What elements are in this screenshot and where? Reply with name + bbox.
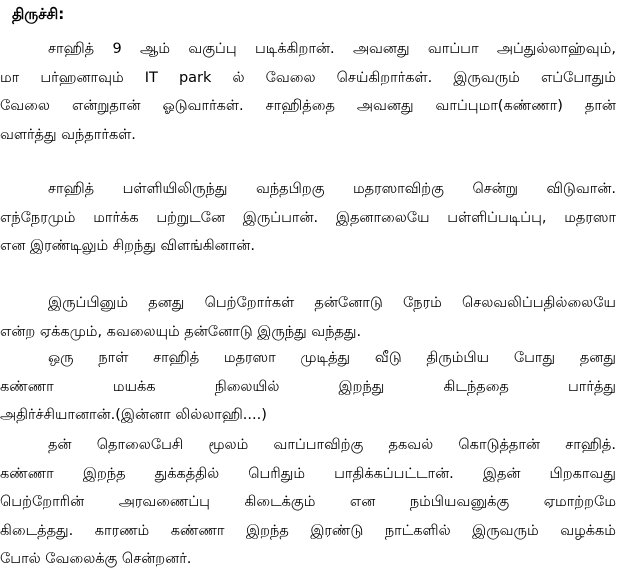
text-line: அதிர்ச்சியானான்.(இன்னா லில்லாஹி....) bbox=[0, 407, 267, 423]
word: தனது bbox=[148, 295, 185, 311]
word: மா bbox=[0, 70, 20, 86]
word: திரும்பிய bbox=[426, 350, 490, 366]
word: இதனாலையே bbox=[335, 210, 430, 226]
word: பற்றுடனே bbox=[156, 210, 226, 226]
text-line: என்ற ஏக்கமும், கவலையும் தன்னோடு இருந்து வந்தது. bbox=[0, 324, 362, 340]
word: சாஹித் bbox=[48, 181, 95, 197]
word: அவனது bbox=[356, 98, 414, 114]
word: வீடு bbox=[374, 350, 402, 366]
word: என bbox=[349, 494, 376, 510]
word: தொலைபேசி bbox=[96, 437, 184, 453]
text-line bbox=[0, 461, 628, 487]
word: நாட்களில் bbox=[384, 523, 451, 539]
word: வாப்பாவிற்கு bbox=[273, 437, 364, 453]
word: IT bbox=[144, 70, 158, 86]
word: அரவணைப்பு bbox=[118, 494, 210, 510]
word: நாள் bbox=[98, 350, 129, 366]
word: இறந்த bbox=[82, 466, 126, 482]
word: கிடைக்கும் bbox=[244, 494, 316, 510]
text-line bbox=[0, 65, 628, 91]
text-line bbox=[0, 205, 628, 231]
word: எப்போதும் bbox=[540, 70, 616, 86]
word: ஓடுவார்கள். bbox=[162, 98, 244, 114]
word: இரண்டு bbox=[310, 523, 364, 539]
word: நேரம் bbox=[402, 295, 442, 311]
word: தான் bbox=[584, 98, 616, 114]
text-line bbox=[0, 489, 628, 515]
word: கண்ணா bbox=[0, 466, 54, 482]
word: தனது bbox=[579, 350, 616, 366]
word: சென்று bbox=[472, 181, 518, 197]
text-line bbox=[0, 176, 628, 202]
word: வாப்பா bbox=[427, 41, 479, 57]
word: தன்னோடு bbox=[314, 295, 383, 311]
word: வகுப்பு bbox=[188, 41, 237, 57]
word: வேலை bbox=[0, 98, 50, 114]
word: படிக்கிறான். bbox=[254, 41, 335, 57]
word: பிறகாவது bbox=[549, 466, 616, 482]
text-line bbox=[0, 93, 628, 119]
word: சாஹித் bbox=[153, 350, 200, 366]
word: வேலை bbox=[265, 70, 316, 86]
word: சாஹித்தை bbox=[265, 98, 335, 114]
word: கிடைத்தது. bbox=[0, 523, 74, 539]
word: துக்கத்தில் bbox=[154, 466, 220, 482]
text-line: வளர்த்து வந்தார்கள். bbox=[0, 127, 136, 143]
word: இருப்பான். bbox=[242, 210, 319, 226]
word: என்றுதான் bbox=[71, 98, 141, 114]
word: காரணம் bbox=[94, 523, 150, 539]
word: முடித்து bbox=[300, 350, 351, 366]
word: சாஹித் bbox=[48, 41, 95, 57]
word: விடுவான். bbox=[546, 181, 616, 197]
word: மதரஸாவிற்கு bbox=[353, 181, 444, 197]
text-line: என இரண்டிலும் சிறந்து விளங்கினான். bbox=[0, 238, 255, 254]
word: போது bbox=[513, 350, 556, 366]
word: சாஹித். bbox=[565, 437, 616, 453]
word: மூலம் bbox=[208, 437, 249, 453]
word: ஆம் bbox=[140, 41, 171, 57]
word: நிலையில் bbox=[214, 379, 280, 395]
text-line: போல் வேலைக்கு சென்றனர். bbox=[0, 551, 192, 567]
word: எந்நேரமும் bbox=[0, 210, 76, 226]
word: இறந்து bbox=[338, 379, 385, 395]
word: செய்கிறார்கள். bbox=[336, 70, 433, 86]
word: ஏமாற்றமே bbox=[543, 494, 616, 510]
word: மயக்க bbox=[112, 379, 156, 395]
word: மார்க்க bbox=[93, 210, 139, 226]
word: பர்ஹனாவும் bbox=[40, 70, 124, 86]
word: park bbox=[178, 70, 212, 86]
text-line bbox=[0, 290, 628, 316]
word: இருப்பினும் bbox=[48, 295, 129, 311]
word: மதரஸா bbox=[564, 210, 616, 226]
word: தகவல் bbox=[388, 437, 434, 453]
text-line bbox=[0, 518, 628, 544]
word: அப்துல்லாஹ்வும், bbox=[496, 41, 616, 57]
text-line bbox=[0, 374, 628, 400]
word: ல் bbox=[232, 70, 245, 86]
word: பள்ளிப்படிப்பு, bbox=[447, 210, 547, 226]
word: பாதிக்கப்பட்டான். bbox=[334, 466, 454, 482]
word: கண்ணா bbox=[0, 379, 54, 395]
word: தன் bbox=[48, 437, 72, 453]
word: வந்தபிறகு bbox=[255, 181, 325, 197]
text-line bbox=[0, 36, 628, 62]
document-heading: திருச்சி: bbox=[12, 5, 65, 23]
word: வாப்புமா(கண்ணா) bbox=[435, 98, 563, 114]
word: பள்ளியிலிருந்து bbox=[122, 181, 228, 197]
word: பெரிதும் bbox=[248, 466, 305, 482]
word: பார்த்து bbox=[568, 379, 616, 395]
text-line bbox=[0, 345, 628, 371]
word: இறந்த bbox=[246, 523, 289, 539]
word: நம்பியவனுக்கு bbox=[409, 494, 510, 510]
word: மதரஸா bbox=[223, 350, 276, 366]
word: கண்ணா bbox=[170, 523, 225, 539]
word: அவனது bbox=[352, 41, 410, 57]
word: பெற்றோரின் bbox=[0, 494, 85, 510]
word: பெற்றோர்கள் bbox=[204, 295, 295, 311]
word: இருவரும் bbox=[453, 70, 520, 86]
word: இதன் bbox=[482, 466, 521, 482]
word: கொடுத்தான் bbox=[458, 437, 540, 453]
word: ஒரு bbox=[48, 350, 74, 366]
word: இருவரும் bbox=[472, 523, 539, 539]
word: 9 bbox=[112, 41, 122, 57]
word: கிடந்ததை bbox=[443, 379, 509, 395]
word: செலவலிப்பதில்லையே bbox=[461, 295, 616, 311]
word: வழக்கம் bbox=[560, 523, 616, 539]
text-line bbox=[0, 432, 628, 458]
